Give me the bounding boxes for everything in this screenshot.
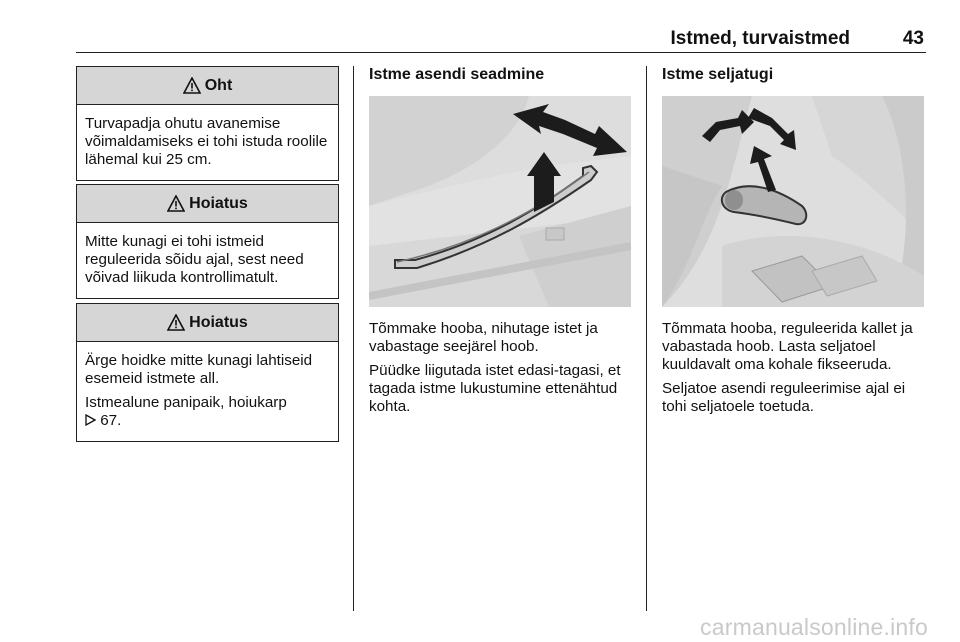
backrest-illustration [662, 96, 924, 307]
warning-heading: Hoiatus [189, 194, 248, 212]
warning-text: Turvapadja ohutu avanemise võimaldamiseks ei tohi istuda roolile lähemal kui 25 cm. [85, 115, 328, 168]
warning-box-caution [76, 184, 339, 299]
warning-text: Ärge hoidke mitte kunagi lahtiseid esemeid istmete all. [85, 352, 313, 387]
warning-box-body [77, 105, 338, 180]
warning-box-header [77, 67, 338, 105]
warning-box-header [77, 304, 338, 342]
seat-position-illustration [369, 96, 631, 307]
instruction-paragraph: Tõmmata hooba, reguleerida kallet ja vabastada hoob. Lasta seljatoel kuuldavalt oma kohale fikseeruda. [662, 320, 913, 373]
warning-box-danger [76, 66, 339, 181]
warning-text: Mitte kunagi ei tohi istmeid reguleerida sõidu ajal, sest need võivad liikuda kontrollimatult. [85, 233, 304, 286]
header-rule [76, 52, 926, 53]
column-divider-left [353, 66, 354, 611]
seat-rail-illustration [369, 96, 631, 307]
watermark: carmanualsonline.info [700, 614, 928, 640]
instruction-paragraph: Püüdke liigutada istet edasi-tagasi, et tagada istme lukustumine ettenähtud kohta. [369, 362, 621, 415]
section-title-seat-position: Istme asendi seadmine [369, 66, 545, 83]
warning-triangle-icon [167, 314, 185, 331]
column-divider-right [646, 66, 647, 611]
warning-triangle-icon [183, 77, 201, 94]
reference-text: Istmealune panipaik, hoiukarp [85, 394, 287, 411]
cross-reference[interactable] [85, 394, 330, 430]
section-title-backrest: Istme seljatugi [662, 66, 774, 83]
backrest-lever-illustration [662, 96, 924, 307]
backrest-instructions [662, 320, 930, 422]
header-title: Istmed, turvaistmed [670, 28, 850, 49]
arrow-right-icon [85, 414, 96, 426]
warning-triangle-icon [167, 195, 185, 212]
instruction-paragraph: Tõmmake hooba, nihutage istet ja vabastage seejärel hoob. [369, 320, 598, 355]
warning-box-caution-storage [76, 303, 339, 442]
instruction-paragraph: Seljatoe asendi reguleerimise ajal ei tohi seljatoele toetuda. [662, 380, 906, 415]
warning-box-body [77, 342, 338, 441]
warning-heading: Hoiatus [189, 313, 248, 331]
page-number: 43 [902, 28, 924, 49]
warning-heading: Oht [204, 76, 233, 94]
warning-box-header [77, 185, 338, 223]
reference-page: 67. [100, 412, 122, 429]
warning-box-body [77, 223, 338, 298]
seat-position-instructions [369, 320, 635, 422]
